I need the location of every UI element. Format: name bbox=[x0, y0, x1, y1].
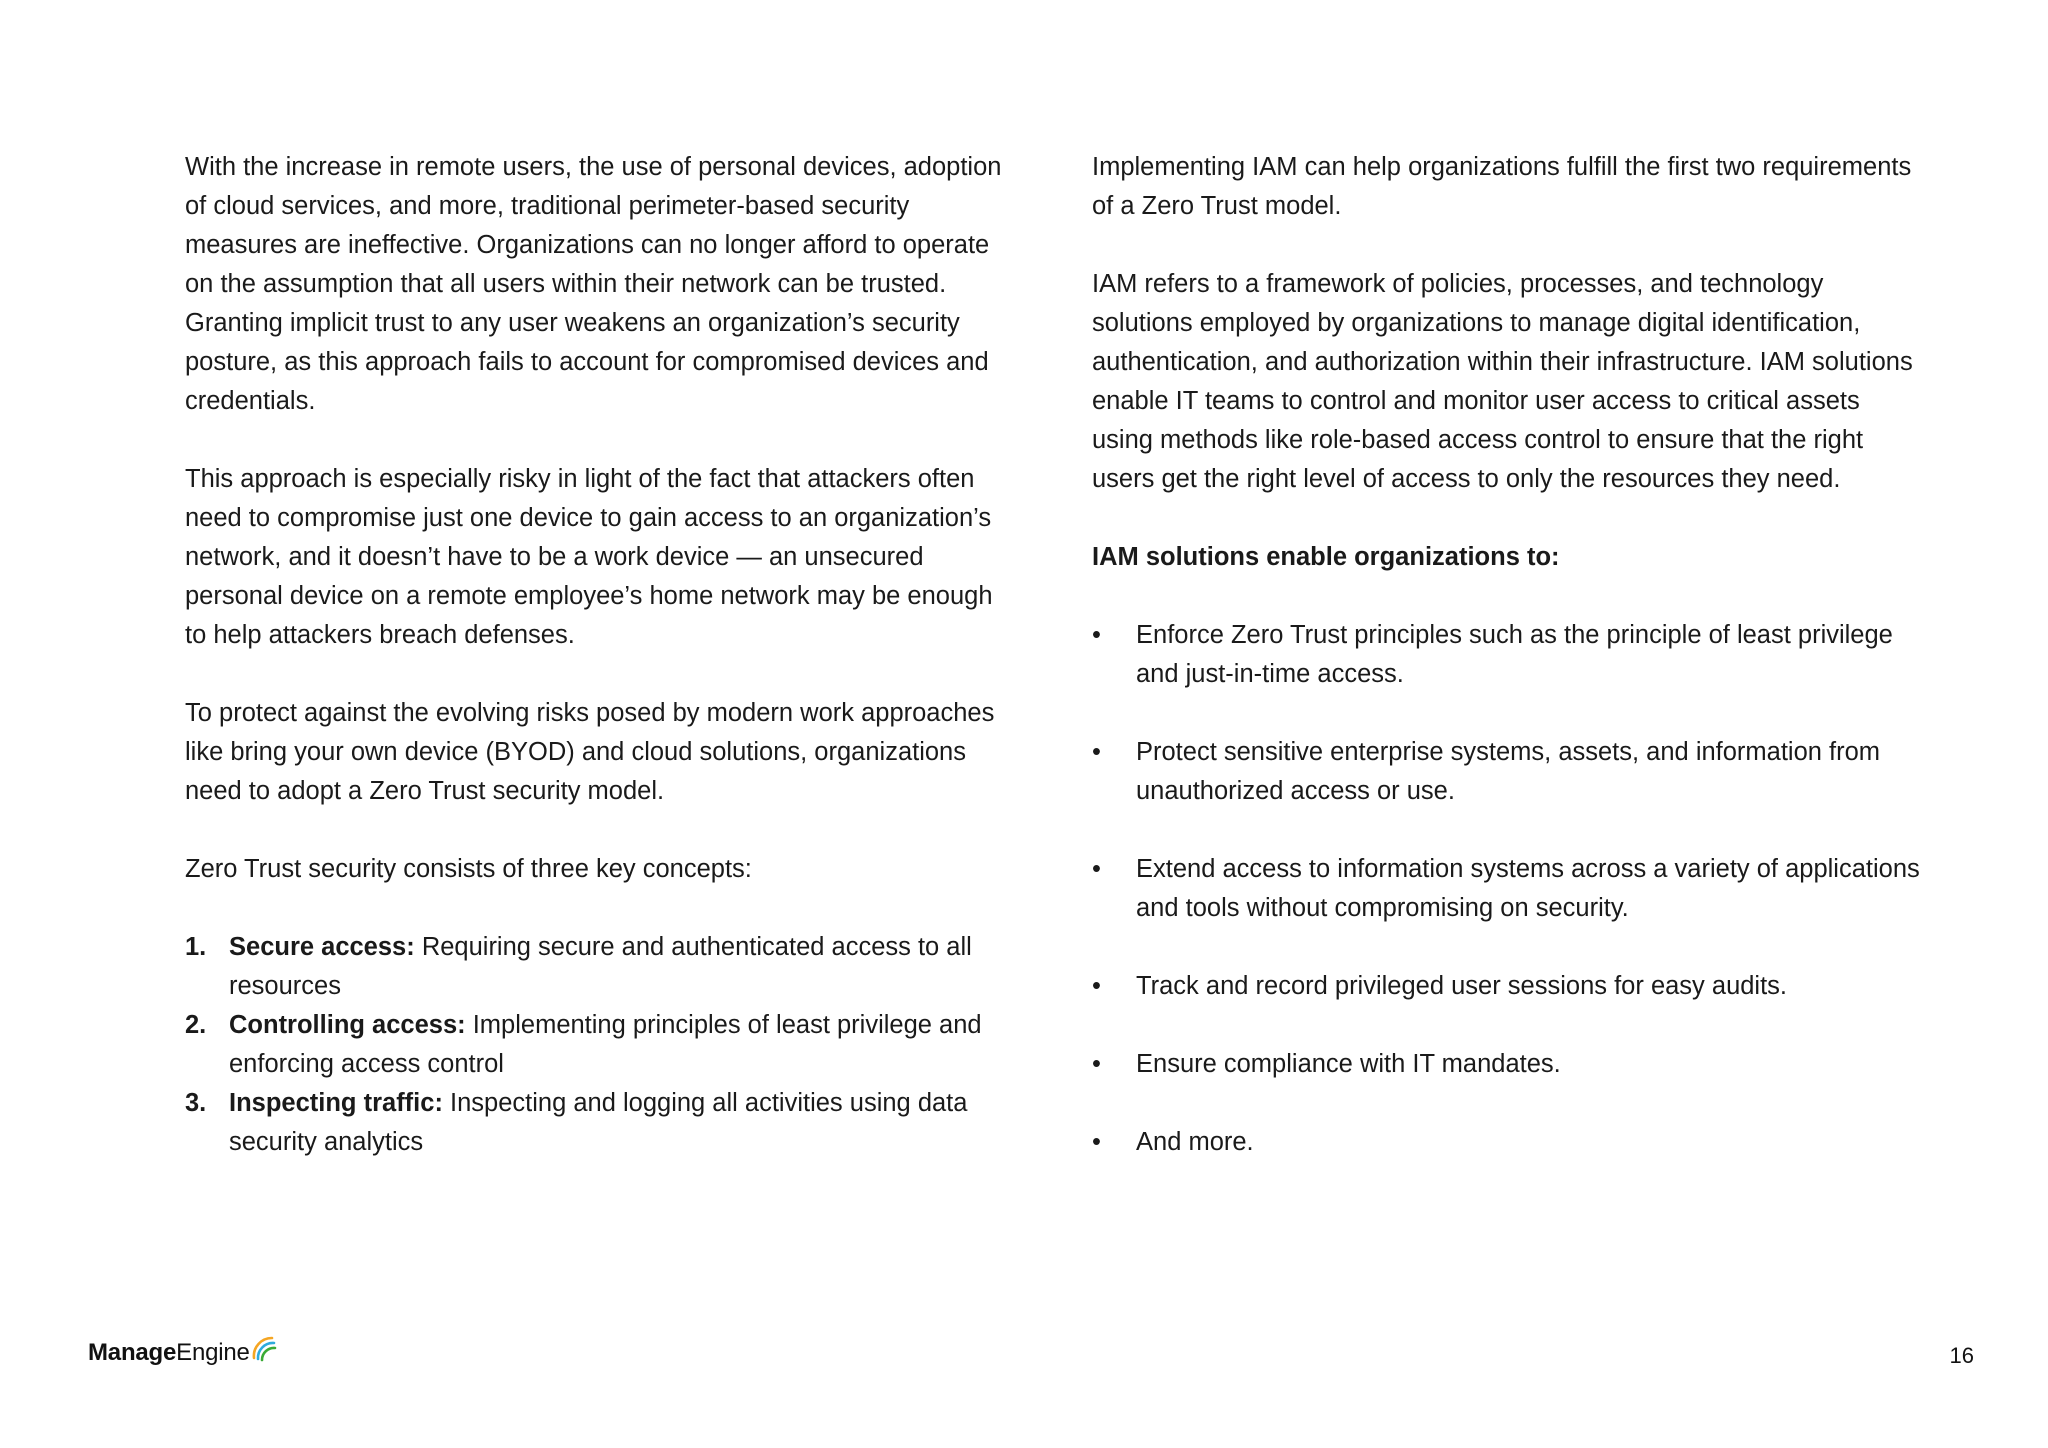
bullet-text: Enforce Zero Trust principles such as the principle of least privilege and just-in-time access. bbox=[1136, 621, 1893, 688]
list-item bbox=[185, 928, 1015, 1006]
bullet-icon: • bbox=[1092, 1128, 1101, 1156]
bullet-text: Protect sensitive enterprise systems, assets, and information from unauthorized access or use. bbox=[1136, 738, 1881, 805]
list-number: 2. bbox=[185, 1011, 207, 1039]
bullet-icon: • bbox=[1092, 1050, 1101, 1078]
key-concepts-list bbox=[185, 928, 1015, 1162]
paragraph-iam-definition: IAM refers to a framework of policies, processes, and technology solutions employed by organizations to manage digital identification, authentication, and authorization within their infrastructure. IAM solutions enable IT teams to control and monitor user access to critical assets using methods like role-based access control to ensure that the right users get the right level of access to only the resources they need. bbox=[1092, 270, 1913, 493]
left-column bbox=[185, 148, 1015, 1162]
paragraph-perimeter-security: With the increase in remote users, the use of personal devices, adoption of cloud services, and more, traditional perimeter-based security measures are ineffective. Organizations can no longer afford to operate on the assumption that all users within their network can be trusted. Granting implicit trust to any user weakens an organization’s security posture, as this approach fails to account for compromised devices and credentials. bbox=[185, 153, 1002, 415]
bullet-text: Extend access to information systems across a variety of applications and tools without compromising on security. bbox=[1136, 855, 1920, 922]
manageengine-logo bbox=[88, 1332, 278, 1368]
bullet-text: Track and record privileged user sessions for easy audits. bbox=[1136, 972, 1788, 1000]
concept-description: Inspecting and logging all activities using data security analytics bbox=[229, 1089, 968, 1156]
paragraph-key-concepts-intro: Zero Trust security consists of three key concepts: bbox=[185, 855, 752, 883]
bullet-icon: • bbox=[1092, 855, 1101, 883]
concept-term: Inspecting traffic: bbox=[229, 1089, 443, 1117]
list-number: 3. bbox=[185, 1089, 207, 1117]
list-item bbox=[1092, 1045, 1922, 1084]
list-item bbox=[185, 1084, 1015, 1162]
list-item bbox=[185, 1006, 1015, 1084]
logo-text: ManageEngine bbox=[88, 1339, 250, 1366]
bullet-icon: • bbox=[1092, 972, 1101, 1000]
concept-term: Controlling access: bbox=[229, 1011, 466, 1039]
list-number: 1. bbox=[185, 933, 207, 961]
iam-benefits-heading: IAM solutions enable organizations to: bbox=[1092, 543, 1560, 571]
paragraph-zero-trust-need: To protect against the evolving risks posed by modern work approaches like bring your own device (BYOD) and cloud solutions, organizations need to adopt a Zero Trust security model. bbox=[185, 699, 995, 805]
bullet-icon: • bbox=[1092, 621, 1101, 649]
concept-description: Requiring secure and authenticated access to all resources bbox=[229, 933, 972, 1000]
list-item bbox=[1092, 967, 1922, 1006]
bullet-icon: • bbox=[1092, 738, 1101, 766]
list-item bbox=[1092, 850, 1922, 928]
page-number: 16 bbox=[1949, 1343, 1974, 1368]
bullet-text: And more. bbox=[1136, 1128, 1254, 1156]
list-item bbox=[1092, 733, 1922, 811]
iam-benefits-list bbox=[1092, 616, 1922, 1162]
paragraph-iam-intro: Implementing IAM can help organizations fulfill the first two requirements of a Zero Trust model. bbox=[1092, 153, 1912, 220]
concept-term: Secure access: bbox=[229, 933, 415, 961]
paragraph-risk: This approach is especially risky in light of the fact that attackers often need to compromise just one device to gain access to an organization’s network, and it doesn’t have to be a work device — an unsecured personal device on a remote employee’s home network may be enough to help attackers breach defenses. bbox=[185, 465, 993, 649]
list-item bbox=[1092, 1123, 1922, 1162]
list-item bbox=[1092, 616, 1922, 694]
right-column bbox=[1092, 148, 1922, 1162]
bullet-text: Ensure compliance with IT mandates. bbox=[1136, 1050, 1561, 1078]
logo-arc-icon bbox=[248, 1332, 278, 1362]
concept-description: Implementing principles of least privilege and enforcing access control bbox=[229, 1011, 982, 1078]
